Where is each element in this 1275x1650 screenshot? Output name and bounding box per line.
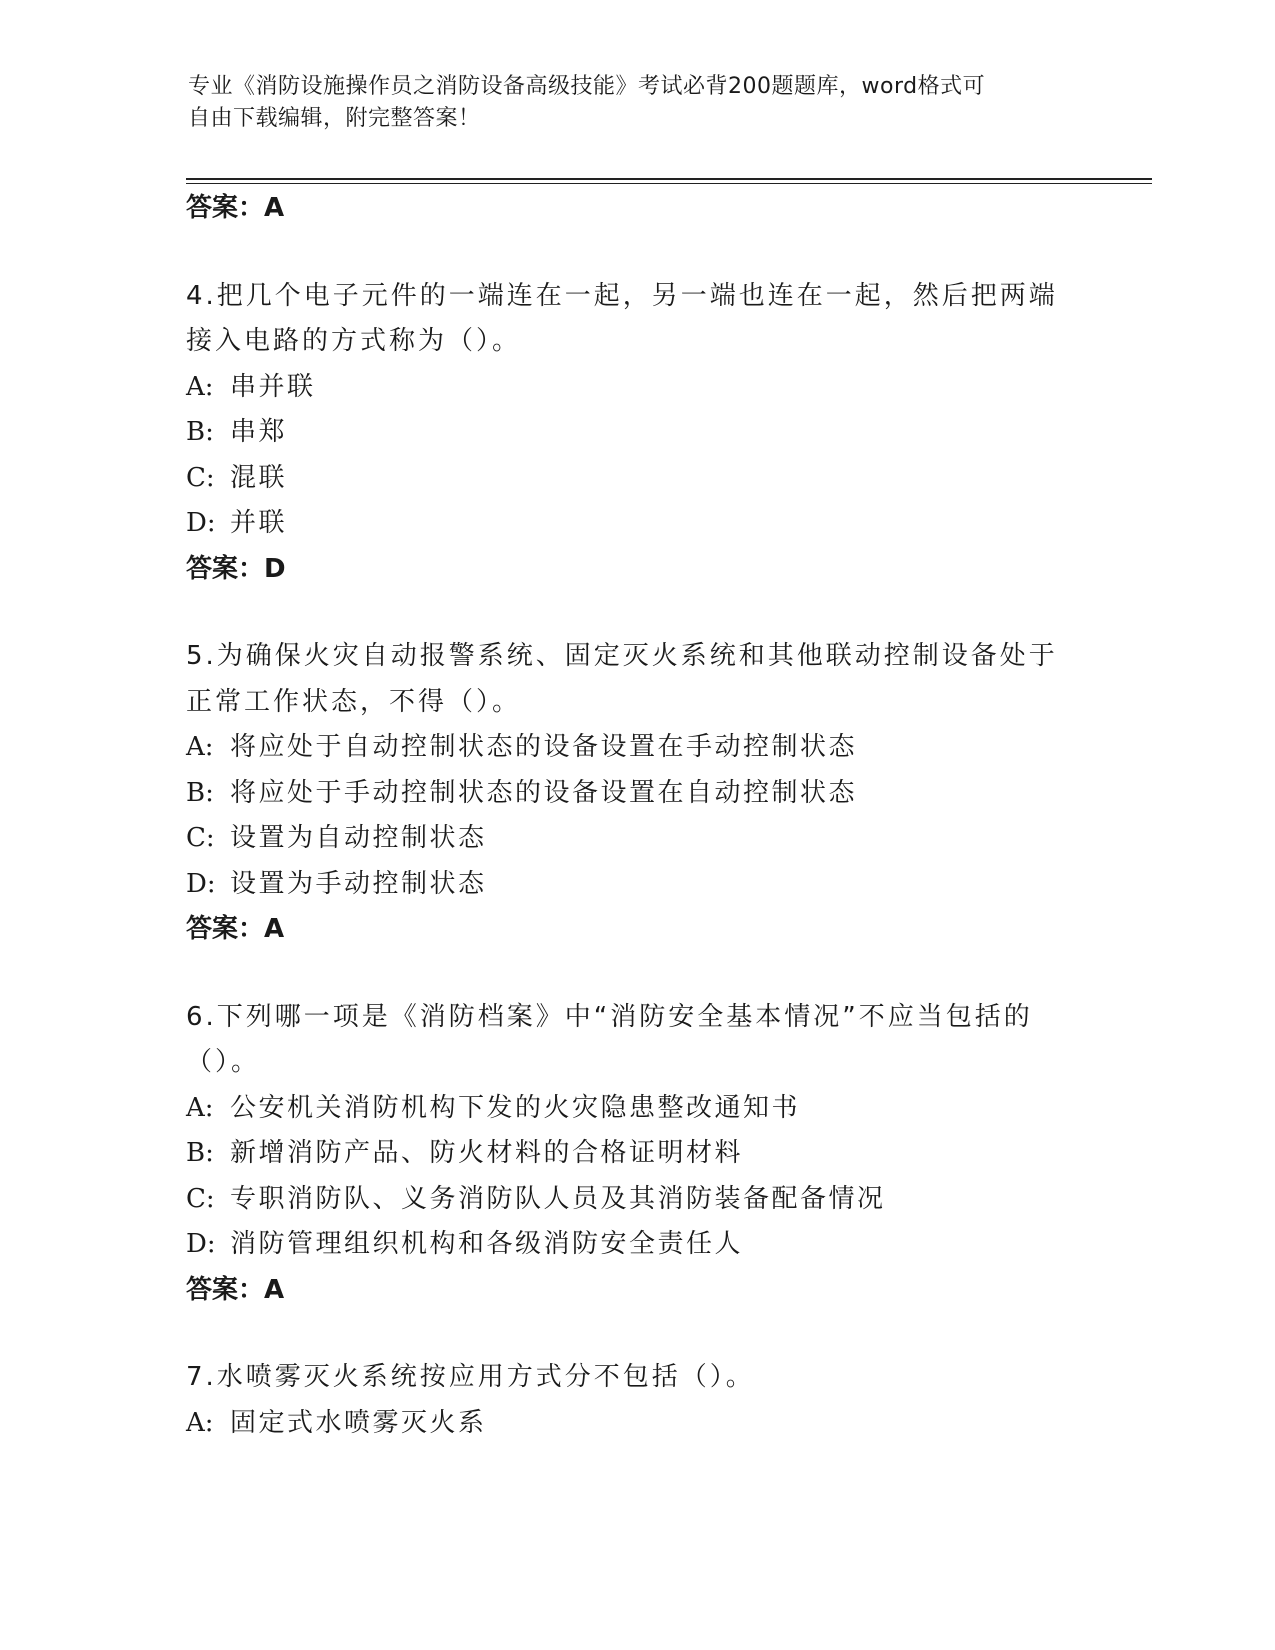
- answer-label: 答案：: [186, 553, 265, 584]
- option-text: 将应处于手动控制状态的设备设置在自动控制状态: [230, 777, 858, 808]
- option-item: [186, 1135, 743, 1171]
- option-letter: B:: [186, 417, 214, 447]
- header-line-2: 自由下载编辑，附完整答案！: [188, 106, 481, 131]
- question-text: 5.为确保火灾自动报警系统、固定灭火系统和其他联动控制设备处于: [186, 641, 1058, 671]
- option-letter: D:: [186, 868, 216, 899]
- option-text: 并联: [230, 508, 288, 538]
- question-text-continued: 正常工作状态，不得（）。: [186, 686, 522, 717]
- option-item: [186, 369, 316, 405]
- option-letter: C:: [186, 823, 215, 853]
- option-text: 串并联: [230, 371, 316, 402]
- option-text: 专职消防队、义务消防队人员及其消防装备配备情况: [230, 1183, 886, 1214]
- option-text: 将应处于自动控制状态的设备设置在手动控制状态: [230, 732, 858, 762]
- option-text: 公安机关消防机构下发的火灾隐患整改通知书: [230, 1092, 801, 1123]
- option-item: [186, 1090, 800, 1126]
- option-letter: B:: [186, 777, 214, 808]
- option-text: 新增消防产品、防火材料的合格证明材料: [230, 1138, 744, 1168]
- option-letter: C:: [186, 1183, 215, 1214]
- answer-line: [186, 911, 284, 947]
- option-letter: A:: [186, 371, 214, 402]
- option-text: 固定式水喷雾灭火系: [230, 1407, 487, 1438]
- option-letter: A:: [186, 1407, 214, 1438]
- option-letter: D:: [186, 508, 216, 538]
- option-item: [186, 775, 857, 811]
- answer-value: A: [264, 914, 285, 944]
- option-item: [186, 820, 487, 856]
- option-item: [186, 1226, 743, 1262]
- question-text-continued: （）。: [186, 1047, 261, 1077]
- question-text: 6.下列哪一项是《消防档案》中“消防安全基本情况”不应当包括的: [186, 1001, 1033, 1032]
- option-item: [186, 414, 287, 450]
- question-text-continued: 接入电路的方式称为（）。: [186, 326, 522, 356]
- question-text: 7.水喷雾灭火系统按应用方式分不包括（）。: [186, 1362, 755, 1392]
- option-text: 设置为自动控制状态: [230, 823, 487, 853]
- answer-line: [186, 551, 286, 587]
- option-text: 消防管理组织机构和各级消防安全责任人: [230, 1229, 744, 1259]
- option-text: 串郑: [230, 417, 288, 447]
- header-divider: [186, 178, 1152, 180]
- header-line-1: 专业《消防设施操作员之消防设备高级技能》考试必背200题题库，word格式可: [188, 74, 986, 99]
- answer-line: [186, 190, 284, 226]
- option-letter: B:: [186, 1138, 214, 1168]
- option-text: 设置为手动控制状态: [230, 868, 487, 899]
- answer-label: 答案：: [186, 1274, 265, 1305]
- option-letter: A:: [186, 1092, 214, 1123]
- answer-label: 答案：: [186, 193, 265, 223]
- answer-line: [186, 1272, 284, 1308]
- option-item: [186, 729, 857, 765]
- option-text: 混联: [230, 462, 288, 493]
- question-text: 4.把几个电子元件的一端连在一起，另一端也连在一起，然后把两端: [186, 280, 1058, 311]
- header-divider-thin: [186, 183, 1152, 184]
- option-item: [186, 1181, 886, 1217]
- answer-value: D: [264, 553, 286, 584]
- answer-value: A: [264, 193, 285, 223]
- answer-value: A: [264, 1274, 285, 1305]
- option-item: [186, 866, 487, 902]
- option-letter: A:: [186, 732, 214, 762]
- option-item: [186, 1405, 487, 1441]
- option-item: [186, 460, 287, 496]
- answer-label: 答案：: [186, 914, 265, 944]
- option-letter: C:: [186, 462, 215, 493]
- option-letter: D:: [186, 1229, 216, 1259]
- option-item: [186, 505, 287, 541]
